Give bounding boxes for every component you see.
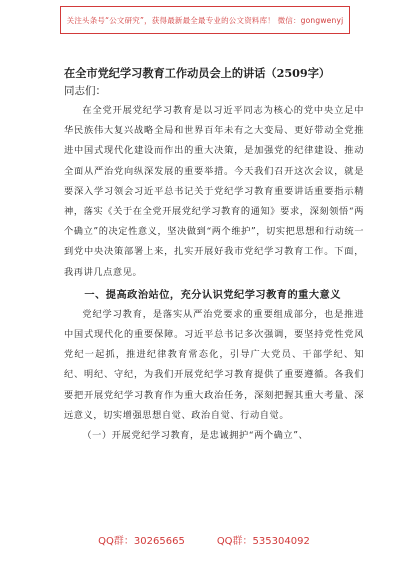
document-title: 在全市党纪学习教育工作动员会上的讲话（2509字） xyxy=(64,66,331,80)
promo-banner xyxy=(60,6,350,34)
paragraph-intro: 在全党开展党纪学习教育是以习近平同志为核心的党中央立足中华民族伟大复兴战略全局和世界百年未有之大变局、更好带动全党推进中国式现代化建设而作出的重大决策，是加强党的纪律建设、推动全面从严治党向纵深发展的重要举措。今天我们召开这次会议，就是要深入学习领会习近平总书记关于党纪学习教育重要讲话重要指示精神，落实《关于在全党开展党纪学习教育的通知》要求，深刻领悟“两个确立”的决定性意义，坚决做到“两个维护”，切实把思想和行动统一到党中央决策部署上来，扎实开展好我市党纪学习教育工作。下面，我再讲几点意见。 xyxy=(64,105,364,278)
promo-banner-text: 关注头条号“公文研究”，获得最新最全最专业的公文资料库！ 微信：gongwenyj xyxy=(66,15,344,25)
greeting: 同志们： xyxy=(64,85,106,97)
section-heading-1: 一、提高政治站位，充分认识党纪学习教育的重大意义 xyxy=(84,288,341,301)
document-body xyxy=(64,64,364,446)
qq-group-2: QQ群：535304092 xyxy=(216,536,310,547)
footer-contacts xyxy=(0,532,408,547)
paragraph-section-1: 党纪学习教育，是落实从严治党要求的重要组成部分，也是推进中国式现代化的重要保障。习近平总书记多次强调，要坚持党性党风党纪一起抓，推进纪律教育常态化，引导广大党员、干部学纪、知纪、明纪、守纪，为我们开展党纪学习教育提供了重要遵循。各我们要把开展党纪学习教育作为重大政治任务，深刻把握其重大考量、深远意义，切实增强思想自觉、政治自觉、行动自觉。 xyxy=(64,308,364,421)
paragraph-subsection-1: （一）开展党纪学习教育，是忠诚拥护“两个确立”、 xyxy=(82,430,309,442)
qq-group-1: QQ群：30265665 xyxy=(98,536,185,547)
